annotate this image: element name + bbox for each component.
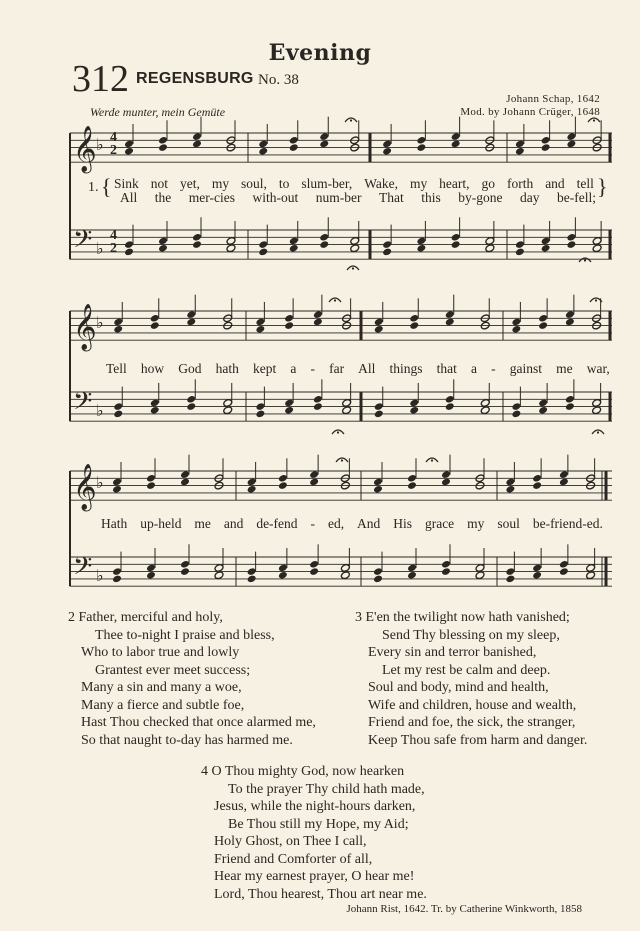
note-head (515, 147, 525, 156)
lyric-syllable: grace (424, 516, 455, 531)
lyric-line-3 (101, 516, 603, 532)
note-head (247, 485, 257, 494)
note-head (409, 321, 419, 330)
lyric-syllable: num-ber (315, 190, 362, 205)
lyric-syllable: me (556, 361, 573, 376)
lyric-syllable: slum-ber, (301, 176, 353, 191)
flat-sign-icon: ♭ (96, 313, 104, 332)
lyric-syllable: yet, (179, 176, 200, 191)
stanza-3: 3 E'en the twilight now hath vanished; Send Thy blessing on my sleep, Every sin and terror banished, Let my rest be calm and deep. Soul and body, mind and health, Wife and children, house and wealth, Friend and foe, the sick, the stranger, Keep Thou safe from harm and danger. (355, 610, 588, 748)
tune-meter: No. 38 (258, 72, 299, 88)
note-head (559, 567, 569, 576)
note-head (541, 244, 551, 253)
lyric-syllable: forth (506, 176, 534, 191)
lyric-syllable: That (378, 190, 404, 205)
note-head (511, 409, 521, 418)
stanza-2: 2 Father, merciful and holy, Thee to-night I praise and bless, Who to labor true and lowly Grantest ever meet success; Many a sin and many a woe, Many a fierce and subtle foe, Hast Thou checked that once alarmed me, So that naught to-day has harmed me. (68, 610, 316, 748)
note-head (313, 402, 323, 411)
lyric-line-2 (106, 361, 610, 377)
note-head (180, 477, 190, 486)
note-head (586, 571, 596, 580)
note-head (150, 321, 160, 330)
lyric-syllable: - (310, 516, 315, 531)
note-head (373, 485, 383, 494)
lyric-syllable: kept (253, 361, 277, 376)
note-head (113, 325, 123, 334)
lyric-syllable: de-fend (256, 516, 298, 531)
verse-number: 1. (88, 180, 99, 195)
lyric-syllable: All (120, 190, 138, 205)
lyric-syllable: and (223, 516, 244, 531)
lyric-syllable: hath (215, 361, 239, 376)
fermata-dot (595, 299, 597, 301)
stanza-number: 4 (201, 764, 208, 779)
time-signature-treble: 4 2 (110, 130, 117, 158)
arranger-attribution: Mod. by Johann Crüger, 1648 (460, 106, 600, 118)
treble-clef-icon: 𝄞 (73, 464, 97, 510)
note-head (505, 485, 515, 494)
lyric-syllable: the (154, 190, 172, 205)
section-title: Evening (268, 40, 372, 66)
lyric-syllable: by-gone (458, 190, 503, 205)
lyric-syllable: And (357, 516, 381, 531)
lyric-syllable: - (310, 361, 315, 376)
brace-left: { (101, 174, 112, 199)
flat-sign-icon: ♭ (96, 473, 104, 492)
note-head (409, 406, 419, 415)
lyric-syllable: my (211, 176, 230, 191)
note-head (284, 321, 294, 330)
note-head (278, 571, 288, 580)
lyric-syllable: God (178, 361, 202, 376)
note-head (532, 571, 542, 580)
note-head (451, 240, 461, 249)
note-head (350, 244, 360, 253)
lyric-syllable: how (140, 361, 165, 376)
lyric-syllable: to (278, 176, 290, 191)
note-head (373, 574, 383, 583)
stanza-4: 4 O Thou mighty God, now hearken To the prayer Thy child hath made, Jesus, while the night-hours darken, Be Thou still my Hope, my Aid; Holy Ghost, on Thee I call, Friend and Comforter of all, Hear my earnest prayer, O hear me! Lord, Thou hearest, Thou art near me. (201, 764, 427, 902)
note-head (258, 147, 268, 156)
fermata-dot (352, 267, 354, 269)
note-head (278, 481, 288, 490)
flat-sign-icon: ♭ (96, 239, 104, 258)
note-head (258, 247, 268, 256)
note-head (158, 244, 168, 253)
note-head (186, 317, 196, 326)
tune-name: REGENSBURG (136, 70, 254, 87)
note-head (124, 147, 134, 156)
note-head (416, 244, 426, 253)
fermata-dot (584, 259, 586, 261)
note-head (445, 402, 455, 411)
note-head (158, 143, 168, 152)
lyric-syllable: soul (497, 516, 520, 531)
lyric-syllable: tell (576, 176, 594, 191)
note-head (382, 147, 392, 156)
note-head (441, 477, 451, 486)
lyric-syllable: be-fell; (556, 190, 596, 205)
fermata-dot (341, 459, 343, 461)
lyric-syllable: me (194, 516, 211, 531)
note-head (289, 143, 299, 152)
note-head (416, 143, 426, 152)
lyric-syllable: Tell (106, 361, 127, 376)
note-head (565, 317, 575, 326)
note-head (150, 406, 160, 415)
note-head (485, 244, 495, 253)
note-head (515, 247, 525, 256)
note-head (284, 406, 294, 415)
fermata-dot (593, 119, 595, 121)
lyric-syllable: this (421, 190, 441, 205)
lyric-syllable: Sink (114, 176, 139, 191)
note-head (566, 240, 576, 249)
lyric-syllable: All (358, 361, 376, 376)
note-head (532, 481, 542, 490)
note-head (559, 477, 569, 486)
hymn-number: 312 (72, 58, 129, 100)
brace-right: } (597, 174, 608, 199)
note-head (192, 240, 202, 249)
lyric-syllable: soul, (241, 176, 267, 191)
lyric-syllable: with-out (252, 190, 299, 205)
lyric-syllable: heart, (439, 176, 470, 191)
note-head (226, 244, 236, 253)
note-head (441, 567, 451, 576)
note-head (407, 481, 417, 490)
note-head (340, 571, 350, 580)
bass-clef-icon: 𝄢 (73, 387, 93, 422)
lyric-syllable: that (436, 361, 457, 376)
note-head (313, 317, 323, 326)
note-head (505, 574, 515, 583)
note-head (186, 402, 196, 411)
lyric-syllable: my (409, 176, 428, 191)
stanza-number: 3 (355, 610, 362, 625)
lyric-syllable: war, (586, 361, 610, 376)
note-head (445, 317, 455, 326)
lyric-syllable: my (467, 516, 485, 531)
note-head (309, 567, 319, 576)
note-head (319, 139, 329, 148)
note-head (180, 567, 190, 576)
note-head (592, 244, 602, 253)
lyric-syllable: go (481, 176, 495, 191)
note-head (289, 244, 299, 253)
note-head (214, 571, 224, 580)
note-head (192, 139, 202, 148)
lyric-syllable: things (389, 361, 423, 376)
note-head (255, 325, 265, 334)
lyric-syllable: day (519, 190, 540, 205)
lyric-syllable: be-friend-ed. (532, 516, 603, 531)
lyric-syllable: a (290, 361, 297, 376)
fermata-dot (431, 459, 433, 461)
lyric-line-1b (120, 190, 596, 206)
note-head (255, 409, 265, 418)
note-head (146, 481, 156, 490)
lyric-syllable: - (491, 361, 496, 376)
note-head (538, 321, 548, 330)
flat-sign-icon: ♭ (96, 566, 104, 585)
treble-clef-icon: 𝄞 (73, 126, 97, 172)
fermata-dot (597, 431, 599, 433)
note-head (342, 406, 352, 415)
bass-clef-icon: 𝄢 (73, 552, 93, 587)
note-head (566, 139, 576, 148)
lyric-syllable: far (329, 361, 345, 376)
fermata-dot (334, 299, 336, 301)
translation-credit: Johann Rist, 1642. Tr. by Catherine Winkworth, 1858 (346, 903, 582, 915)
note-head (374, 325, 384, 334)
note-head (112, 485, 122, 494)
note-head (382, 247, 392, 256)
note-head (146, 571, 156, 580)
lyric-syllable: Hath (101, 516, 128, 531)
lyric-syllable: Wake, (364, 176, 398, 191)
note-head (538, 406, 548, 415)
fermata-dot (350, 119, 352, 121)
composer-attribution: Johann Schap, 1642 (506, 93, 600, 105)
bass-clef-icon: 𝄢 (73, 225, 93, 260)
lyric-syllable: ed, (327, 516, 345, 531)
note-head (541, 143, 551, 152)
note-head (223, 406, 233, 415)
note-head (374, 409, 384, 418)
note-head (247, 574, 257, 583)
note-head (319, 240, 329, 249)
note-head (124, 247, 134, 256)
treble-clef-icon: 𝄞 (73, 304, 97, 350)
note-head (480, 406, 490, 415)
note-head (565, 402, 575, 411)
note-head (407, 571, 417, 580)
note-head (511, 325, 521, 334)
fermata-dot (337, 431, 339, 433)
lyric-syllable: a (471, 361, 478, 376)
note-head (112, 574, 122, 583)
lyric-syllable: gainst (509, 361, 542, 376)
note-head (113, 409, 123, 418)
lyric-syllable: and (545, 176, 565, 191)
note-head (451, 139, 461, 148)
lyric-syllable: not (150, 176, 168, 191)
note-head (309, 477, 319, 486)
flat-sign-icon: ♭ (96, 401, 104, 420)
note-head (592, 406, 602, 415)
lyric-syllable: His (393, 516, 412, 531)
note-head (475, 571, 485, 580)
lyric-syllable: mer-cies (188, 190, 235, 205)
time-signature-bass: 4 2 (110, 228, 117, 256)
stanza-number: 2 (68, 610, 75, 625)
german-first-line: Werde munter, mein Gemüte (90, 105, 226, 119)
lyric-syllable: up-held (140, 516, 182, 531)
flat-sign-icon: ♭ (96, 135, 104, 154)
